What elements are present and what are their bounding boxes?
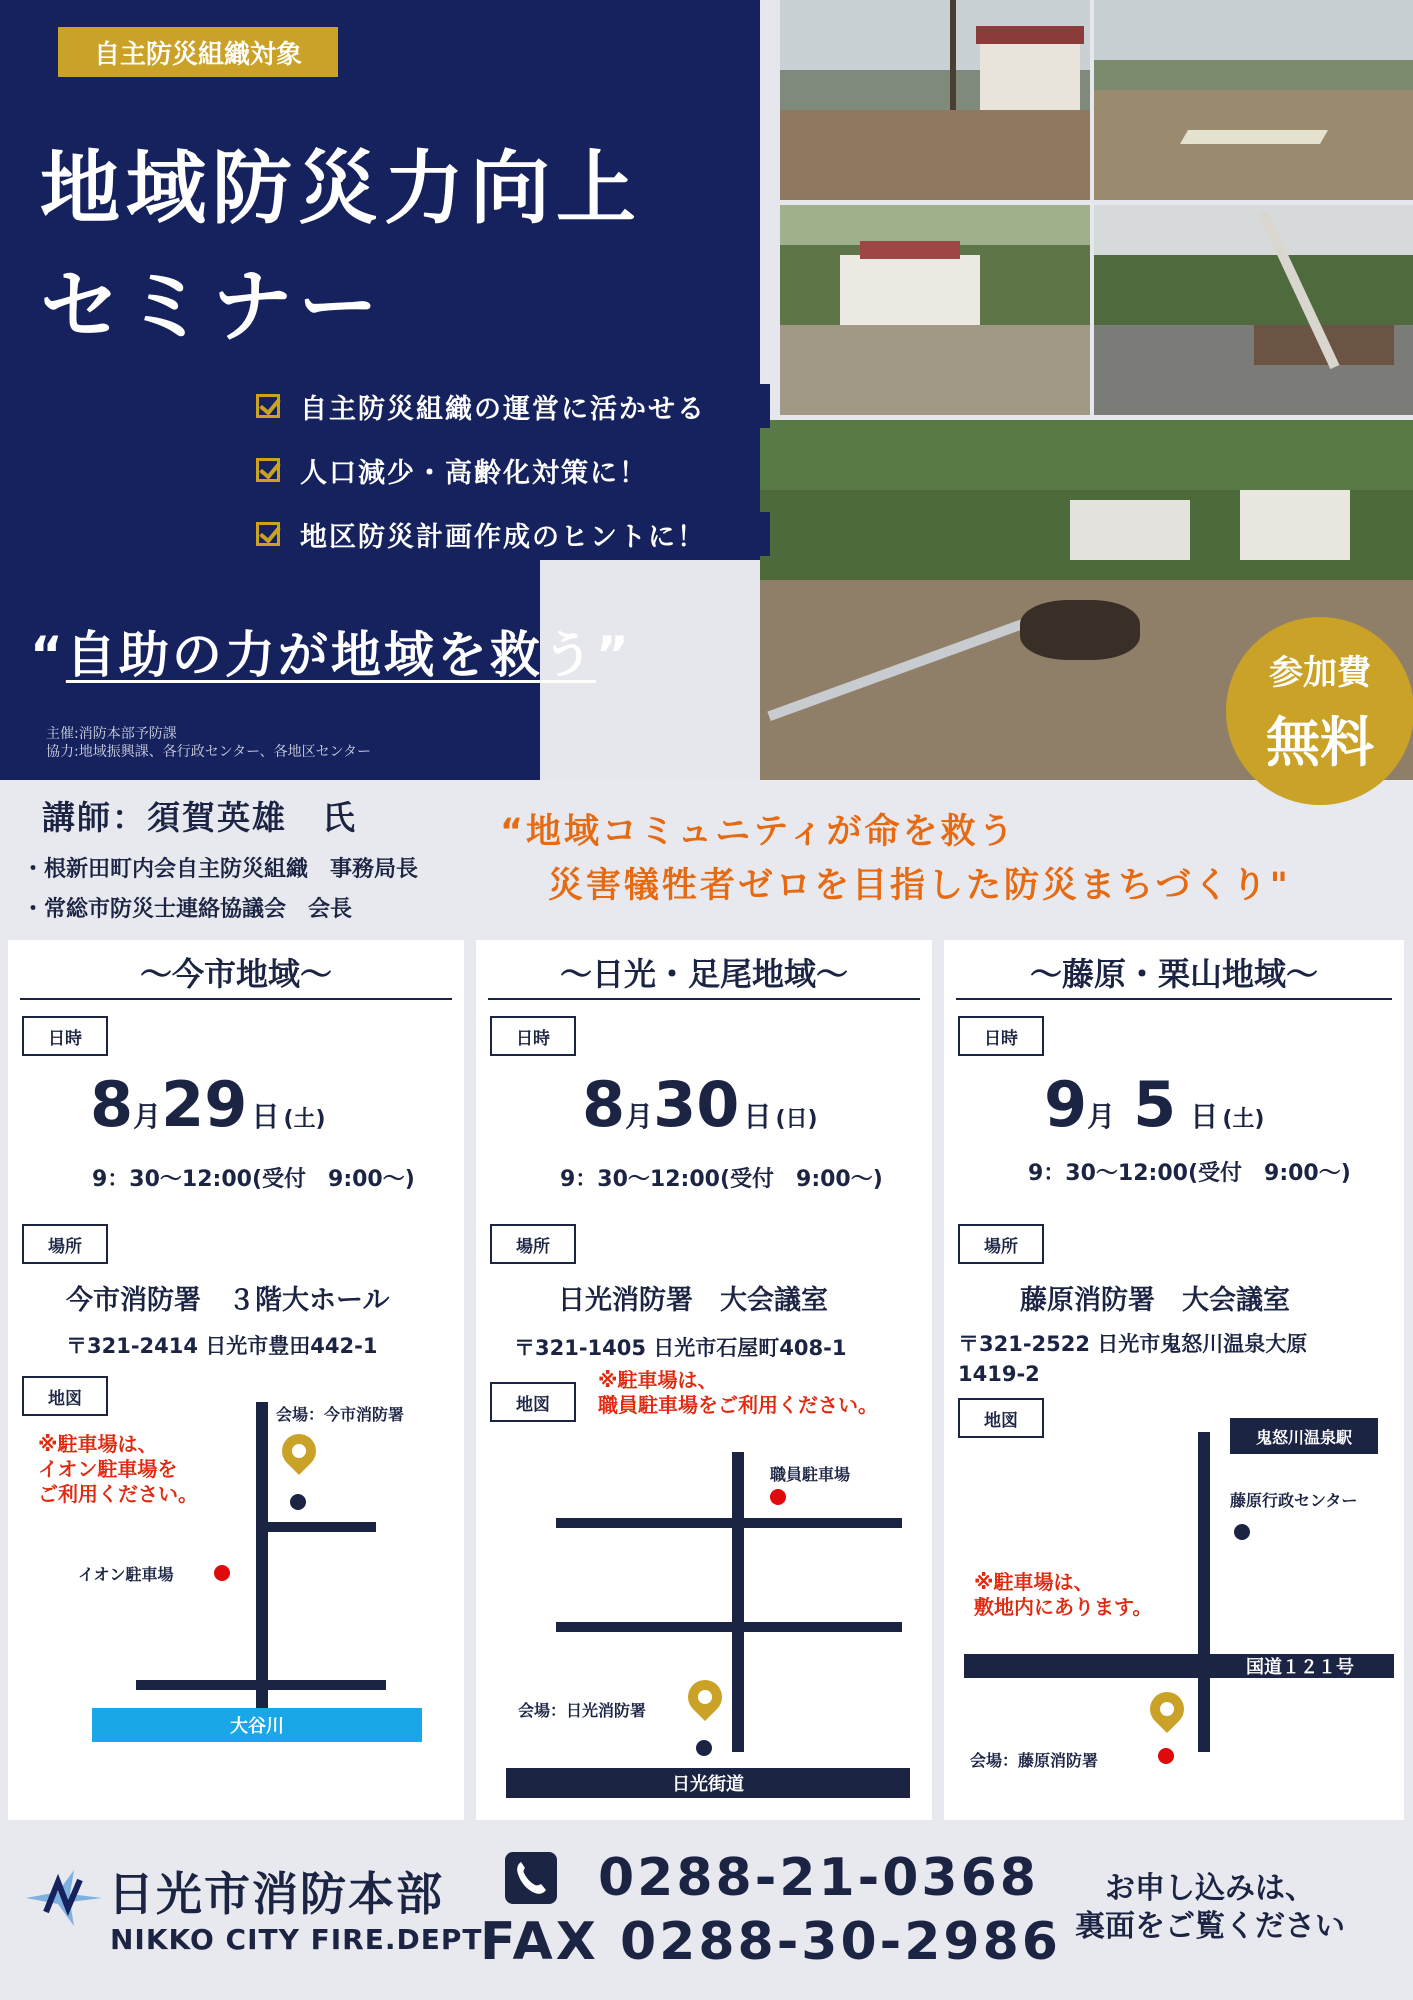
map-river: 大谷川 — [92, 1708, 422, 1742]
address — [958, 1328, 1307, 1386]
fax-number: FAX 0288-30-2986 — [480, 1912, 1061, 1972]
check-item-3 — [250, 512, 770, 556]
checkbox-icon — [256, 458, 280, 482]
page-title — [40, 130, 642, 366]
note-line: 職員駐車場をご利用ください。 — [598, 1393, 878, 1417]
title-line-1: 地域防災力向上 — [40, 142, 642, 235]
cooperation: 協力:地域振興課、各行政センター、各地区センター — [46, 744, 372, 760]
weekday: (日) — [775, 1107, 818, 1132]
area-title: ～藤原・栗山地域～ — [956, 950, 1392, 1000]
venue-dot — [290, 1494, 306, 1510]
month: 8 — [582, 1068, 626, 1141]
map-road-vertical — [732, 1452, 744, 1752]
parking-dot — [214, 1565, 230, 1581]
venue: 藤原消防署 大会議室 — [1020, 1285, 1290, 1316]
photo-damaged-building — [780, 205, 1090, 415]
area-title: ～日光・足尾地域～ — [488, 950, 920, 1000]
session-date — [1044, 1068, 1264, 1141]
photo-flooded-road — [1094, 0, 1413, 200]
session-time: 9：30～12:00(受付 9:00～) — [92, 1167, 415, 1192]
catch-copy — [500, 805, 1291, 913]
month: 8 — [90, 1068, 134, 1141]
venue: 日光消防署 大会議室 — [558, 1285, 828, 1316]
fire-dept-logo-icon — [24, 1868, 104, 1928]
venue: 今市消防署 ３階大ホール — [66, 1285, 390, 1316]
check-text: 自主防災組織の運営に活かせる — [300, 393, 706, 425]
map-road-vertical — [256, 1402, 268, 1742]
lecturer-role-1: ・根新田町内会自主防災組織 事務局長 — [22, 857, 419, 882]
venue-dot — [696, 1740, 712, 1756]
note-line: ※駐車場は、 — [598, 1368, 718, 1392]
map-road-bottom — [136, 1680, 386, 1690]
phone-icon — [505, 1852, 557, 1904]
target-badge: 自主防災組織対象 — [58, 27, 338, 77]
phone-number[interactable]: 0288-21-0368 — [598, 1848, 1039, 1908]
weekday: (土) — [283, 1107, 326, 1132]
note-line: イオン駐車場を — [38, 1457, 178, 1481]
note-line: ※駐車場は、 — [974, 1570, 1094, 1594]
check-item-2 — [250, 448, 690, 492]
datetime-tag: 日時 — [490, 1016, 576, 1056]
photo-flooded-house — [780, 0, 1090, 200]
map-venue-label: 会場：日光消防署 — [518, 1701, 647, 1720]
place-tag: 場所 — [22, 1224, 108, 1264]
venue-pin-icon — [1143, 1685, 1191, 1733]
checkbox-icon — [256, 394, 280, 418]
map-tag: 地図 — [490, 1382, 576, 1422]
map-road-horizontal-1 — [556, 1518, 902, 1528]
check-item-1 — [250, 384, 770, 428]
apply-line-2: 裏面をご覧ください — [1075, 1909, 1345, 1944]
month: 9 — [1044, 1068, 1088, 1141]
fee-badge — [1226, 617, 1413, 805]
session-time: 9：30～12:00(受付 9:00～) — [560, 1167, 883, 1192]
apply-line-1: お申し込みは、 — [1105, 1871, 1315, 1906]
parking-note — [38, 1432, 198, 1507]
map-tag: 地図 — [958, 1398, 1044, 1438]
apply-note — [1045, 1870, 1375, 1946]
title-line-2: セミナー — [40, 260, 384, 353]
lecturer-role-2: ・常総市防災士連絡協議会 会長 — [22, 897, 353, 922]
weekday: (土) — [1222, 1107, 1265, 1132]
day-unit: 日 — [251, 1100, 280, 1133]
check-text: 人口減少・高齢化対策に！ — [300, 457, 648, 489]
catch-line-1: “地域コミュニティが命を救う — [500, 812, 1017, 852]
slogan-text: 自助の力が地域を救う — [65, 626, 596, 684]
note-line: 敷地内にあります。 — [974, 1595, 1153, 1619]
session-time: 9：30～12:00(受付 9:00～) — [1028, 1161, 1351, 1186]
note-line: ※駐車場は、 — [38, 1432, 158, 1456]
venue-pin-icon — [681, 1673, 729, 1721]
place-tag: 場所 — [958, 1224, 1044, 1264]
map-center-label: 藤原行政センター — [1230, 1491, 1358, 1510]
map-road-band: 日光街道 — [506, 1768, 910, 1798]
day: 29 — [161, 1068, 248, 1141]
area-title: ～今市地域～ — [20, 950, 452, 1000]
map-road-horizontal — [256, 1522, 376, 1532]
photo-road-collapse — [1094, 205, 1413, 415]
note-line: ご利用ください。 — [38, 1482, 198, 1506]
check-text: 地区防災計画作成のヒントに！ — [300, 521, 706, 553]
map-venue-label: 会場：今市消防署 — [276, 1405, 405, 1424]
map-road-horizontal-2 — [556, 1622, 902, 1632]
parking-note — [974, 1570, 1152, 1620]
address: 〒321-2414 日光市豊田442-1 — [66, 1334, 378, 1358]
parking-note — [598, 1368, 878, 1418]
organizer: 主催:消防本部予防課 — [46, 726, 177, 742]
map-station: 鬼怒川温泉駅 — [1230, 1418, 1378, 1454]
datetime-tag: 日時 — [22, 1016, 108, 1056]
session-date — [90, 1068, 326, 1141]
session-card-fujiwara — [944, 940, 1404, 1820]
address-line-1: 〒321-2522 日光市鬼怒川温泉大原 — [958, 1332, 1308, 1356]
map-road-vertical — [1198, 1432, 1210, 1752]
parking-dot — [770, 1489, 786, 1505]
month-unit: 月 — [625, 1100, 654, 1133]
session-date — [582, 1068, 818, 1141]
map-parking-label: 職員駐車場 — [770, 1465, 851, 1484]
fee-value: 無料 — [1266, 711, 1374, 774]
dept-name: 日光市消防本部 — [108, 1867, 444, 1921]
place-tag: 場所 — [490, 1224, 576, 1264]
map-road-band: 国道１２１号 — [964, 1654, 1394, 1678]
catch-line-2: 災害犠牲者ゼロを目指した防災まちづくり" — [548, 866, 1291, 906]
map-venue-label: 会場：藤原消防署 — [970, 1751, 1099, 1770]
quote-open: “ — [30, 626, 66, 684]
dept-name-en: NIKKO CITY FIRE.DEPT — [110, 1923, 483, 1956]
slogan — [30, 615, 632, 687]
checkbox-icon — [256, 522, 280, 546]
datetime-tag: 日時 — [958, 1016, 1044, 1056]
quote-close: ” — [595, 626, 632, 684]
day: 5 — [1133, 1068, 1177, 1141]
month-unit: 月 — [133, 1100, 162, 1133]
session-card-nikko — [476, 940, 932, 1820]
venue-dot — [1158, 1748, 1174, 1764]
fee-label: 参加費 — [1269, 653, 1371, 693]
day-unit: 日 — [1190, 1100, 1219, 1133]
address: 〒321-1405 日光市石屋町408-1 — [514, 1336, 847, 1360]
session-card-imaichi — [8, 940, 464, 1820]
map-parking-label: イオン駐車場 — [78, 1565, 174, 1584]
venue-pin-icon — [275, 1427, 323, 1475]
center-dot — [1234, 1524, 1250, 1540]
month-unit: 月 — [1087, 1100, 1116, 1133]
address-line-2: 1419-2 — [958, 1362, 1040, 1386]
credits — [46, 725, 371, 761]
day: 30 — [653, 1068, 740, 1141]
map-tag: 地図 — [22, 1376, 108, 1416]
lecturer-name: 講師：須賀英雄 氏 — [42, 798, 357, 837]
day-unit: 日 — [743, 1100, 772, 1133]
